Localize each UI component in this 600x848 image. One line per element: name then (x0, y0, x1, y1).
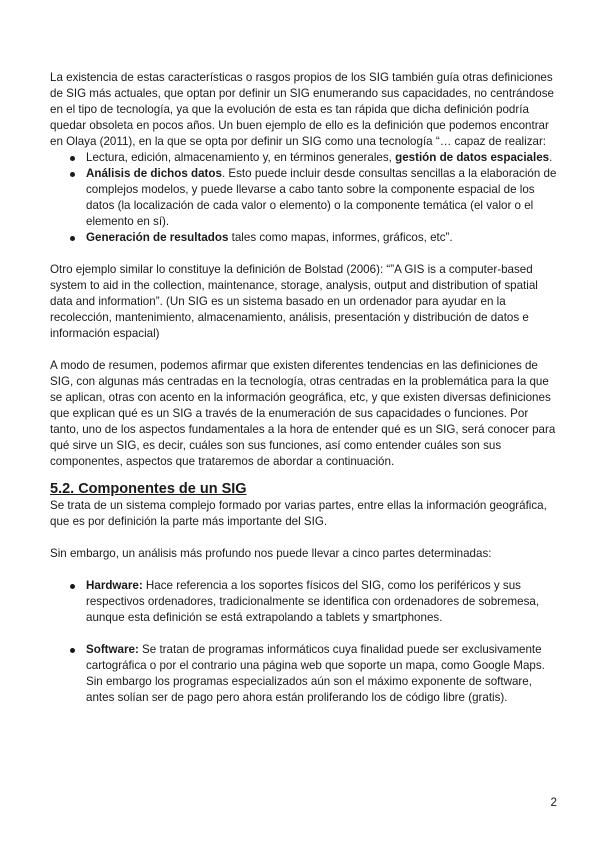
components-intro: Se trata de un sistema complejo formado por varias partes, entre ellas la información geográfica, que es por definición la parte más importante del SIG. (50, 499, 547, 528)
five-parts-paragraph: Sin embargo, un análisis más profundo nos puede llevar a cinco partes determinadas: (50, 547, 492, 560)
summary-paragraph: A modo de resumen, podemos afirmar que existen diferentes tendencias en las definiciones de SIG, con algunas más centradas en la tecnología, otras centradas en la problemática para la que se aplican, otras con acento en la información geográfica, etc, y que existen diversas definiciones que explican qué es un SIG a través de la enumeración de sus capacidades o funciones. Por tanto, uno de los aspectos fundamentales a la hora de entender qué es un SIG, será conocer para qué sirve un SIG, es decir, cuáles son sus funciones, así como entender cuáles son sus componentes, aspectos que trataremos de abordar a continuación. (50, 359, 556, 468)
bolstad-paragraph: Otro ejemplo similar lo constituye la definición de Bolstad (2006): “”A GIS is a computer-based system to aid in the collection, maintenance, storage, analysis, output and distribution of spatial data and information”. (Un SIG es un sistema basado en un ordenador para ayudar en la recolección, mantenimiento, almacenamiento, análisis, presentación y distribución de datos e información espacial) (50, 263, 538, 340)
section-heading: 5.2. Componentes de un SIG (50, 481, 247, 497)
list-item-hardware: Hardware: Hace referencia a los soportes físicos del SIG, como los periféricos y sus respectivos ordenadores, tradicionalmente se identifica con ordenadores de sobremesa, aunque esta definición se está extrapolando a tablets y smartphones. (50, 578, 558, 626)
capabilities-list (50, 150, 558, 246)
document-page (50, 70, 558, 706)
list-item: Lectura, edición, almacenamiento y, en términos generales, gestión de datos espaciales. (50, 150, 558, 166)
list-item: Análisis de dichos datos. Esto puede incluir desde consultas sencillas a la elaboración de complejos modelos, y puede llevarse a cabo tanto sobre la componente espacial de los datos (la localización de cada valor o elemento) o la componente temática (el valor o el elemento en sí). (50, 166, 558, 230)
list-item: Generación de resultados tales como mapas, informes, gráficos, etc”. (50, 230, 558, 246)
intro-paragraph: La existencia de estas características o rasgos propios de los SIG también guía otras definiciones de SIG más actuales, que optan por definir un SIG enumerando sus capacidades, no centrándose en el tipo de tecnología, ya que la evolución de esta es tan rápida que dicha definición podría quedar obsoleta en pocos años. Un buen ejemplo de ello es la definición que podemos encontrar en Olaya (2011), en la que se opta por definir un SIG como una tecnología “… capaz de realizar: (50, 71, 554, 148)
page-number: 2 (550, 796, 557, 809)
components-list (50, 578, 558, 706)
list-item-software: Software: Se tratan de programas informáticos cuya finalidad puede ser exclusivamente cartográfica o por el contrario una página web que soporte un mapa, como Google Maps. Sin embargo los programas especializados aún son el máximo exponente de software, antes solían ser de pago pero ahora están proliferando los de código libre (gratis). (50, 642, 558, 706)
